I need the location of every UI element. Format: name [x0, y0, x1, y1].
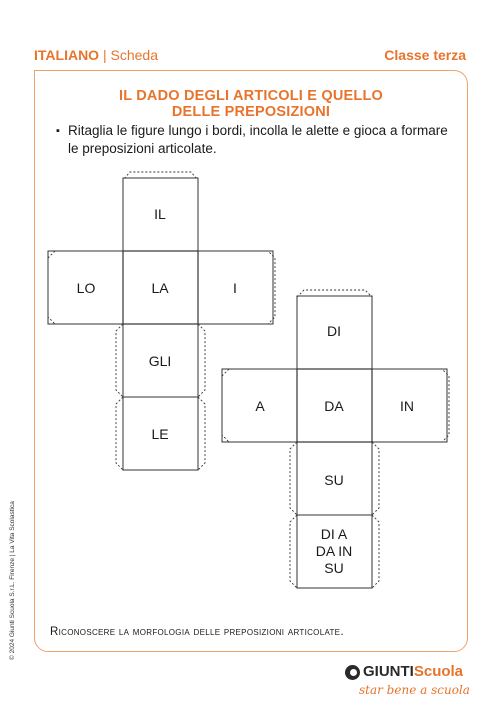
sheet-kind: Scheda	[110, 47, 158, 63]
glue-flap[interactable]	[198, 397, 205, 470]
face-label: LE	[151, 426, 169, 442]
face-label: LO	[76, 280, 96, 296]
face-label: IL	[154, 206, 166, 222]
logo-brand-main: GIUNTI	[363, 663, 414, 680]
face-label: I	[233, 280, 237, 296]
glue-flap[interactable]	[116, 397, 123, 470]
title-line-2: DELLE PREPOSIZIONI	[171, 104, 331, 120]
face-label: DI	[327, 323, 341, 339]
bullet-icon: ▪	[56, 125, 60, 137]
title-line-1: IL DADO DEGLI ARTICOLI E QUELLO	[119, 88, 383, 104]
logo-brand	[363, 663, 463, 680]
prepositions-die-labels	[255, 323, 414, 576]
face-label: A	[255, 398, 265, 414]
subject-name: ITALIANO	[34, 47, 100, 63]
logo-brand-accent: Scuola	[413, 663, 464, 680]
copyright-text: © 2024 Giunti Scuola S.r.L. Firenze | La Vita Scolastica	[9, 501, 16, 660]
face-label: LA	[151, 280, 169, 296]
glue-flap[interactable]	[198, 324, 205, 397]
copyright-notice	[10, 460, 18, 660]
grade-label: Classe terza	[384, 47, 466, 63]
face-label: DA	[324, 398, 344, 414]
giunti-logo-icon	[345, 665, 360, 680]
face-label: SU	[324, 472, 344, 488]
glue-flap[interactable]	[372, 515, 379, 588]
glue-flap[interactable]	[290, 442, 297, 515]
header-separator: |	[102, 47, 107, 63]
face-label: DI A	[320, 526, 348, 542]
glue-flap[interactable]	[290, 515, 297, 588]
instruction-text: Ritaglia le figure lungo i bordi, incolla le alette e gioca a formare le preposizioni articolate.	[68, 123, 448, 156]
learning-objective: Riconoscere la morfologia delle preposizioni articolate.	[50, 626, 344, 638]
face-label: IN	[400, 398, 414, 414]
glue-flap[interactable]	[116, 324, 123, 397]
face-label: SU	[324, 560, 344, 576]
face-label: GLI	[148, 353, 172, 369]
publisher-logo	[345, 663, 475, 703]
logo-tagline: star bene a scuola	[359, 683, 470, 697]
face-label: DA IN	[315, 543, 353, 559]
glue-flap[interactable]	[372, 442, 379, 515]
